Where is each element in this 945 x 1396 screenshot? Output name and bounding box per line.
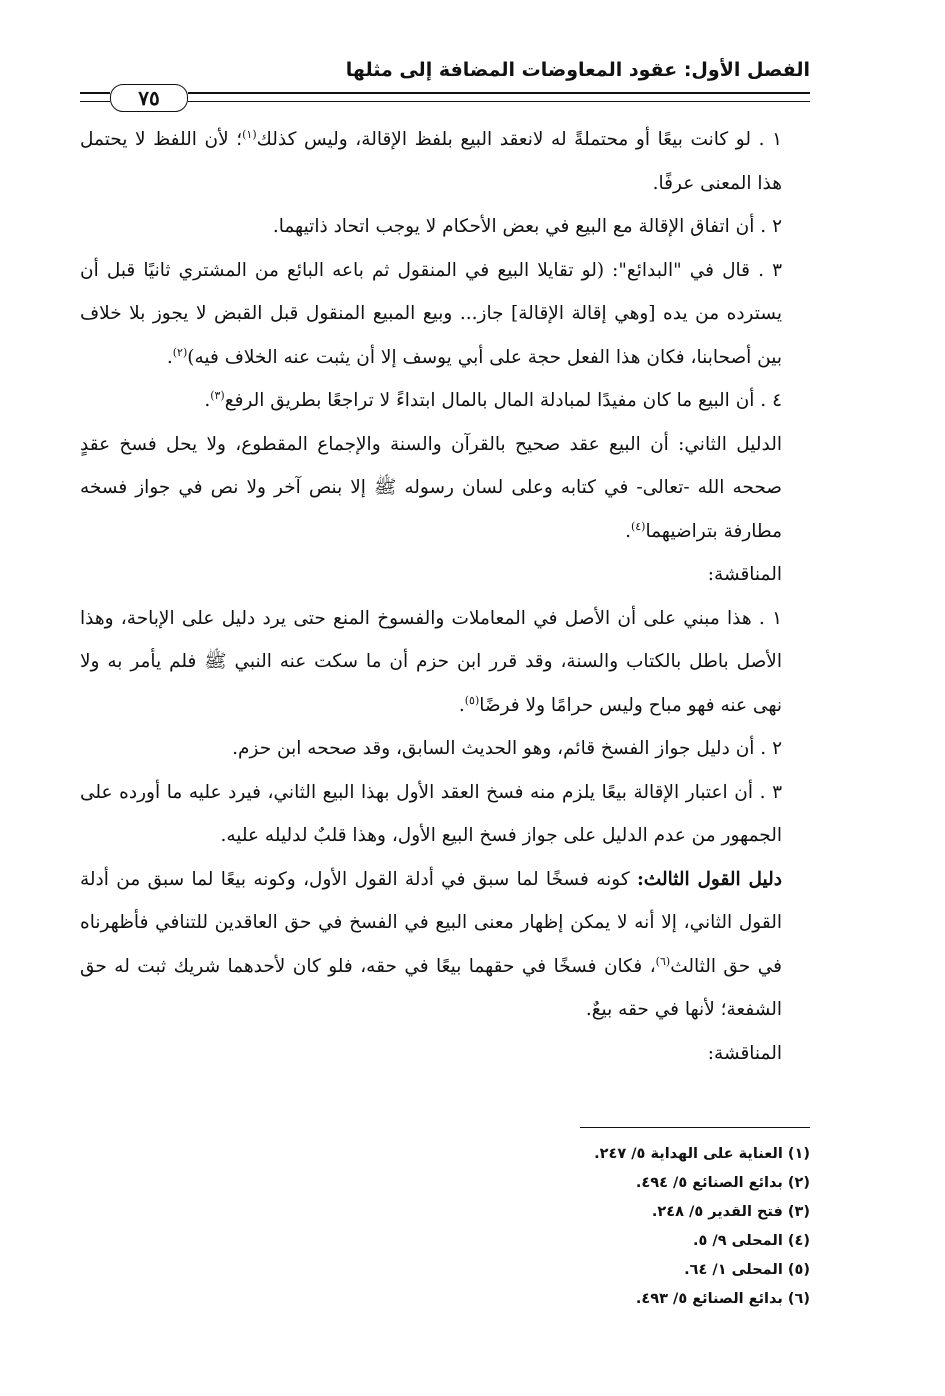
paragraph-8 [80, 771, 810, 858]
footnote-5: (٥) المحلى ١/ ٦٤. [684, 1262, 810, 1278]
footnote-separator [580, 1127, 810, 1128]
paragraph-text: الدليل الثاني: أن البيع عقد صحيح بالقرآن والسنة والإجماع المقطوع، ولا يحل فسخ عقدٍ صححه الله -تعالى- في كتابه وعلى لسان رسوله ﷺ إلا بنص آخر ولا نص في جواز فسخه مطارفة بتراضيهما [80, 433, 782, 542]
footnote-6: (٦) بدائع الصنائع ٥/ ٤٩٣. [635, 1291, 810, 1307]
paragraph-text: ٤ . أن البيع ما كان مفيدًا لمبادلة المال بالمال ابتداءً لا تراجعًا بطريق الرفع [224, 390, 782, 411]
footnote-ref: (١) [242, 127, 257, 141]
footnote-ref: (٣) [210, 388, 225, 402]
paragraph-4 [80, 379, 810, 423]
paragraph-text: ، فكان فسخًا في حقهما بيعًا في حقه، فلو كان لأحدهما شريك ثبت له حق الشفعة؛ لأنها في حقه بيعٌ. [80, 955, 782, 1020]
paragraph-2 [80, 205, 810, 249]
paragraph-text: ١ . لو كانت بيعًا أو محتملةً له لانعقد البيع بلفظ الإقالة، وليس كذلك [256, 129, 782, 150]
paragraph-3 [80, 249, 810, 380]
page-number: ٧٥ [110, 84, 188, 112]
paragraph-text: كونه فسخًا لما سبق في أدلة القول الأول، وكونه بيعًا لما سبق من أدلة القول الثاني، إلا أنه لا يمكن إظهار معنى البيع في الفسخ في حق العاقدين للتنافي فأظهرناه في حق الثالث [80, 868, 783, 977]
paragraph-text: . [166, 346, 173, 368]
header-rule [80, 84, 810, 114]
discussion-heading-1 [80, 553, 810, 597]
footnote-ref: (٥) [464, 693, 480, 707]
footnote-ref: (٦) [655, 954, 671, 968]
paragraph-text: ٣ . أن اعتبار الإقالة بيعًا يلزم منه فسخ العقد الأول بهذا البيع الثاني، فيرد عليه ما أورده على الجمهور من عدم الدليل على جواز فسخ البيع الأول، وهذا قلبٌ لدليله عليه. [80, 781, 782, 846]
header-rule-left [80, 92, 110, 102]
paragraph-text: ١ . هذا مبني على أن الأصل في المعاملات والفسوخ المنع حتى يرد دليل على الإباحة، وهذا الأصل باطل بالكتاب والسنة، وقد قرر ابن حزم أن ما سكت عنه النبي ﷺ فلم يأمر به ولا نهى عنه فهو مباح وليس حرامًا ولا فرضًا [80, 607, 782, 716]
running-header-title: الفصل الأول: عقود المعاوضات المضافة إلى مثلها [345, 59, 810, 81]
footnote-ref: (٤) [630, 519, 646, 533]
footnote-4: (٤) المحلى ٩/ ٥. [693, 1233, 810, 1249]
paragraph-7 [80, 727, 810, 771]
discussion-heading-2 [80, 1032, 810, 1076]
section-label: دليل القول الثالث: [636, 868, 782, 890]
paragraph-text: ؛ لأن اللفظ لا يحتمل هذا المعنى عرفًا. [80, 129, 782, 194]
footnote-3: (٣) فتح القدير ٥/ ٢٤٨. [651, 1204, 810, 1220]
paragraph-text: ٢ . أن اتفاق الإقالة مع البيع في بعض الأحكام لا يوجب اتحاد ذاتيهما. [272, 216, 782, 237]
paragraph-text: المناقشة: [707, 564, 782, 585]
header-rule-right [188, 92, 810, 102]
paragraph-text: . [204, 390, 211, 411]
paragraph-text: . [458, 694, 465, 716]
main-text [80, 118, 810, 1075]
footnotes [80, 1140, 810, 1314]
paragraph-text: ٢ . أن دليل جواز الفسخ قائم، وهو الحديث السابق، وقد صححه ابن حزم. [232, 738, 782, 759]
paragraph-text: ٣ . قال في "البدائع": (لو تقايلا البيع في المنقول ثم باعه البائع من المشتري ثانيًا قبل أن يسترده من يده [وهي إقالة الإقالة] جاز... وبيع المبيع المنقول قبل القبض لا يجوز بلا خلاف بين أصحابنا، فكان هذا الفعل حجة على أبي يوسف إلا أن يثبت عنه الخلاف فيه) [80, 259, 782, 368]
document-page [80, 0, 810, 1396]
paragraph-text: . [625, 520, 631, 542]
paragraph-6 [80, 597, 810, 728]
footnote-1: (١) العناية على الهداية ٥/ ٢٤٧. [594, 1146, 810, 1162]
paragraph-text: المناقشة: [707, 1042, 782, 1064]
paragraph-1 [80, 118, 810, 205]
paragraph-9 [80, 858, 810, 1032]
footnote-2: (٢) بدائع الصنائع ٥/ ٤٩٤. [635, 1175, 810, 1191]
footnote-ref: (٢) [172, 345, 188, 359]
paragraph-5 [80, 423, 810, 554]
